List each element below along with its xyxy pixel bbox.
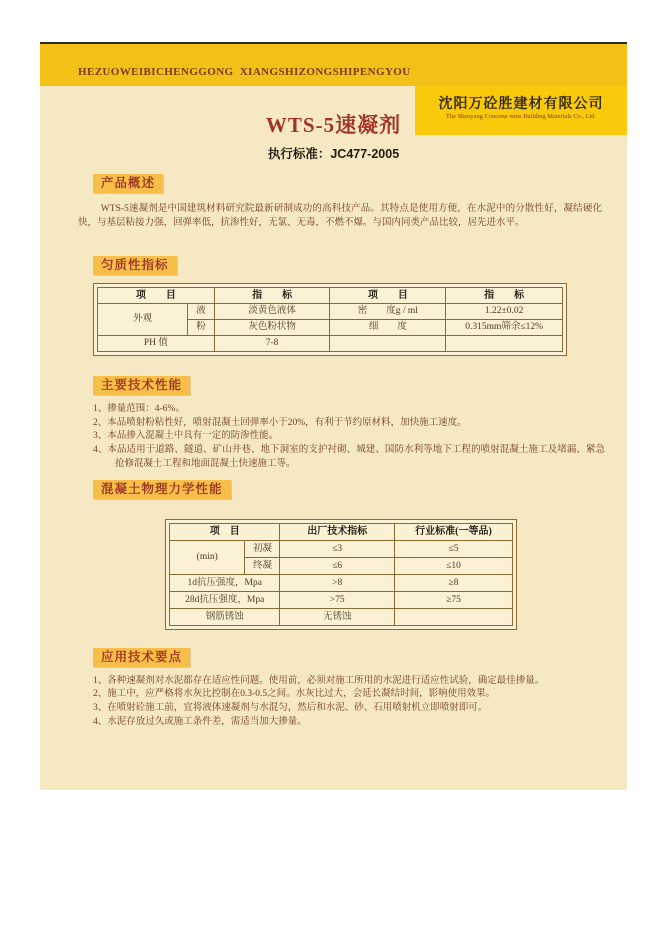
list-item: 1、掺量范围：4-6%。 xyxy=(93,404,185,414)
d28-label-cell: 28d抗压强度，Mpa xyxy=(170,591,280,608)
d28-factory-cell: >75 xyxy=(280,591,395,608)
fineness-value-cell: 0.315mm筛余≤12% xyxy=(446,320,563,336)
list-item: 3、在喷射砼施工前，宜将液体速凝剂与水混匀，然后和水泥、砂、石用喷射机立即喷射即可。 xyxy=(93,702,488,713)
rust-label-cell: 钢筋锈蚀 xyxy=(170,608,280,625)
list-item: 2、施工中，应严格将水灰比控制在0.3-0.5之间。水灰比过大，会延长凝结时间，影响使用效果。 xyxy=(93,689,496,700)
header-cell: 指 标 xyxy=(214,288,330,304)
company-block xyxy=(415,86,627,135)
table-row xyxy=(98,304,563,320)
standard-line: 执行标准：JC477-2005 xyxy=(267,147,400,161)
homogeneity-header-row xyxy=(98,288,563,304)
d1-industry-cell: ≥8 xyxy=(394,574,512,591)
header-band xyxy=(40,44,627,86)
application-list xyxy=(93,675,605,730)
mechanics-header-row xyxy=(170,523,513,540)
product-title: WTS-5速凝剂 xyxy=(265,113,402,137)
section-heading-performance: 主要技术性能 xyxy=(93,376,190,395)
initial-industry-cell: ≤5 xyxy=(394,540,512,557)
header-cell: 指 标 xyxy=(446,288,563,304)
header-cell: 行业标准(一等品) xyxy=(394,523,512,540)
section-heading-overview: 产品概述 xyxy=(93,174,163,193)
d1-factory-cell: >8 xyxy=(280,574,395,591)
table-row xyxy=(98,336,563,352)
powder-value-cell: 灰色粉状物 xyxy=(214,320,330,336)
final-factory-cell: ≤6 xyxy=(280,557,395,574)
header-cell: 项 目 xyxy=(330,288,446,304)
section-heading-mechanics: 混凝土物理力学性能 xyxy=(93,480,231,499)
liquid-value-cell: 淡黄色液体 xyxy=(214,304,330,320)
ph-value-cell: 7-8 xyxy=(214,336,330,352)
table-row xyxy=(170,591,513,608)
rust-industry-cell xyxy=(394,608,512,625)
table-row xyxy=(170,608,513,625)
powder-cell: 粉 xyxy=(188,320,215,336)
homogeneity-table-frame xyxy=(93,283,567,356)
fineness-label-cell: 细 度 xyxy=(330,320,446,336)
list-item: 2、本品喷射粉粘性好，喷射混凝土回弹率小于20%，有利于节约原材料，加快施工速度。 xyxy=(93,417,467,428)
section-heading-homogeneity: 匀质性指标 xyxy=(93,256,177,275)
list-item: 4、本品适用于道路、隧道、矿山井巷、地下洞室的支护衬砌、城建、国防水利等地下工程的喷射混凝土施工及堵漏、紧急抢修混凝土工程和地面混凝土快速施工等。 xyxy=(93,445,605,469)
ph-label-cell: PH 值 xyxy=(98,336,215,352)
list-item: 3、本品掺入混凝土中具有一定的防渗性能。 xyxy=(93,431,279,442)
list-item: 1、各种速凝剂对水泥都存在适应性问题。使用前，必须对施工所用的水泥进行适应性试验，确定最佳掺量。 xyxy=(93,675,545,686)
brochure-page xyxy=(40,42,627,790)
appearance-cell: 外观 xyxy=(98,304,188,336)
section-heading-application: 应用技术要点 xyxy=(93,648,190,667)
company-name-english: The Shenyang Concrete wins Building Materials Co., Ltd. xyxy=(445,112,597,120)
empty-cell xyxy=(446,336,563,352)
final-set-cell: 终凝 xyxy=(245,557,280,574)
d28-industry-cell: ≥75 xyxy=(394,591,512,608)
d1-label-cell: 1d抗压强度，Mpa xyxy=(170,574,280,591)
header-cell: 项 目 xyxy=(170,523,280,540)
company-name: 沈阳万砼胜建材有限公司 xyxy=(438,95,604,111)
initial-set-cell: 初凝 xyxy=(245,540,280,557)
empty-cell xyxy=(330,336,446,352)
min-label-cell: (min) xyxy=(170,540,245,574)
mechanics-table-frame xyxy=(165,519,517,630)
header-cell: 项 目 xyxy=(98,288,215,304)
mechanics-table xyxy=(169,523,513,626)
table-row xyxy=(170,540,513,557)
header-cell: 出厂技术指标 xyxy=(280,523,395,540)
liquid-cell: 液 xyxy=(188,304,215,320)
homogeneity-table xyxy=(97,287,563,352)
performance-list xyxy=(93,403,605,472)
rust-factory-cell: 无锈蚀 xyxy=(280,608,395,625)
final-industry-cell: ≤10 xyxy=(394,557,512,574)
list-item: 4、水泥存放过久或施工条件差，需适当加大掺量。 xyxy=(93,716,307,727)
overview-paragraph: WTS-5速凝剂是中国建筑材料研究院最新研制成功的高科技产品。其特点是使用方便，在水泥中的分散性好，凝结硬化快，与基层粘接力强，回弹率低，抗渗性好，无氯、无毒，不燃不爆。与国内同类产品比较，居先进水平。 xyxy=(78,204,602,228)
initial-factory-cell: ≤3 xyxy=(280,540,395,557)
page-content xyxy=(40,113,627,729)
table-row xyxy=(170,574,513,591)
header-slogan: HEZUOWEIBICHENGGONG XIANGSHIZONGSHIPENGYOU xyxy=(78,66,411,78)
density-value-cell: 1.22±0.02 xyxy=(446,304,563,320)
density-label-cell: 密 度g / ml xyxy=(330,304,446,320)
